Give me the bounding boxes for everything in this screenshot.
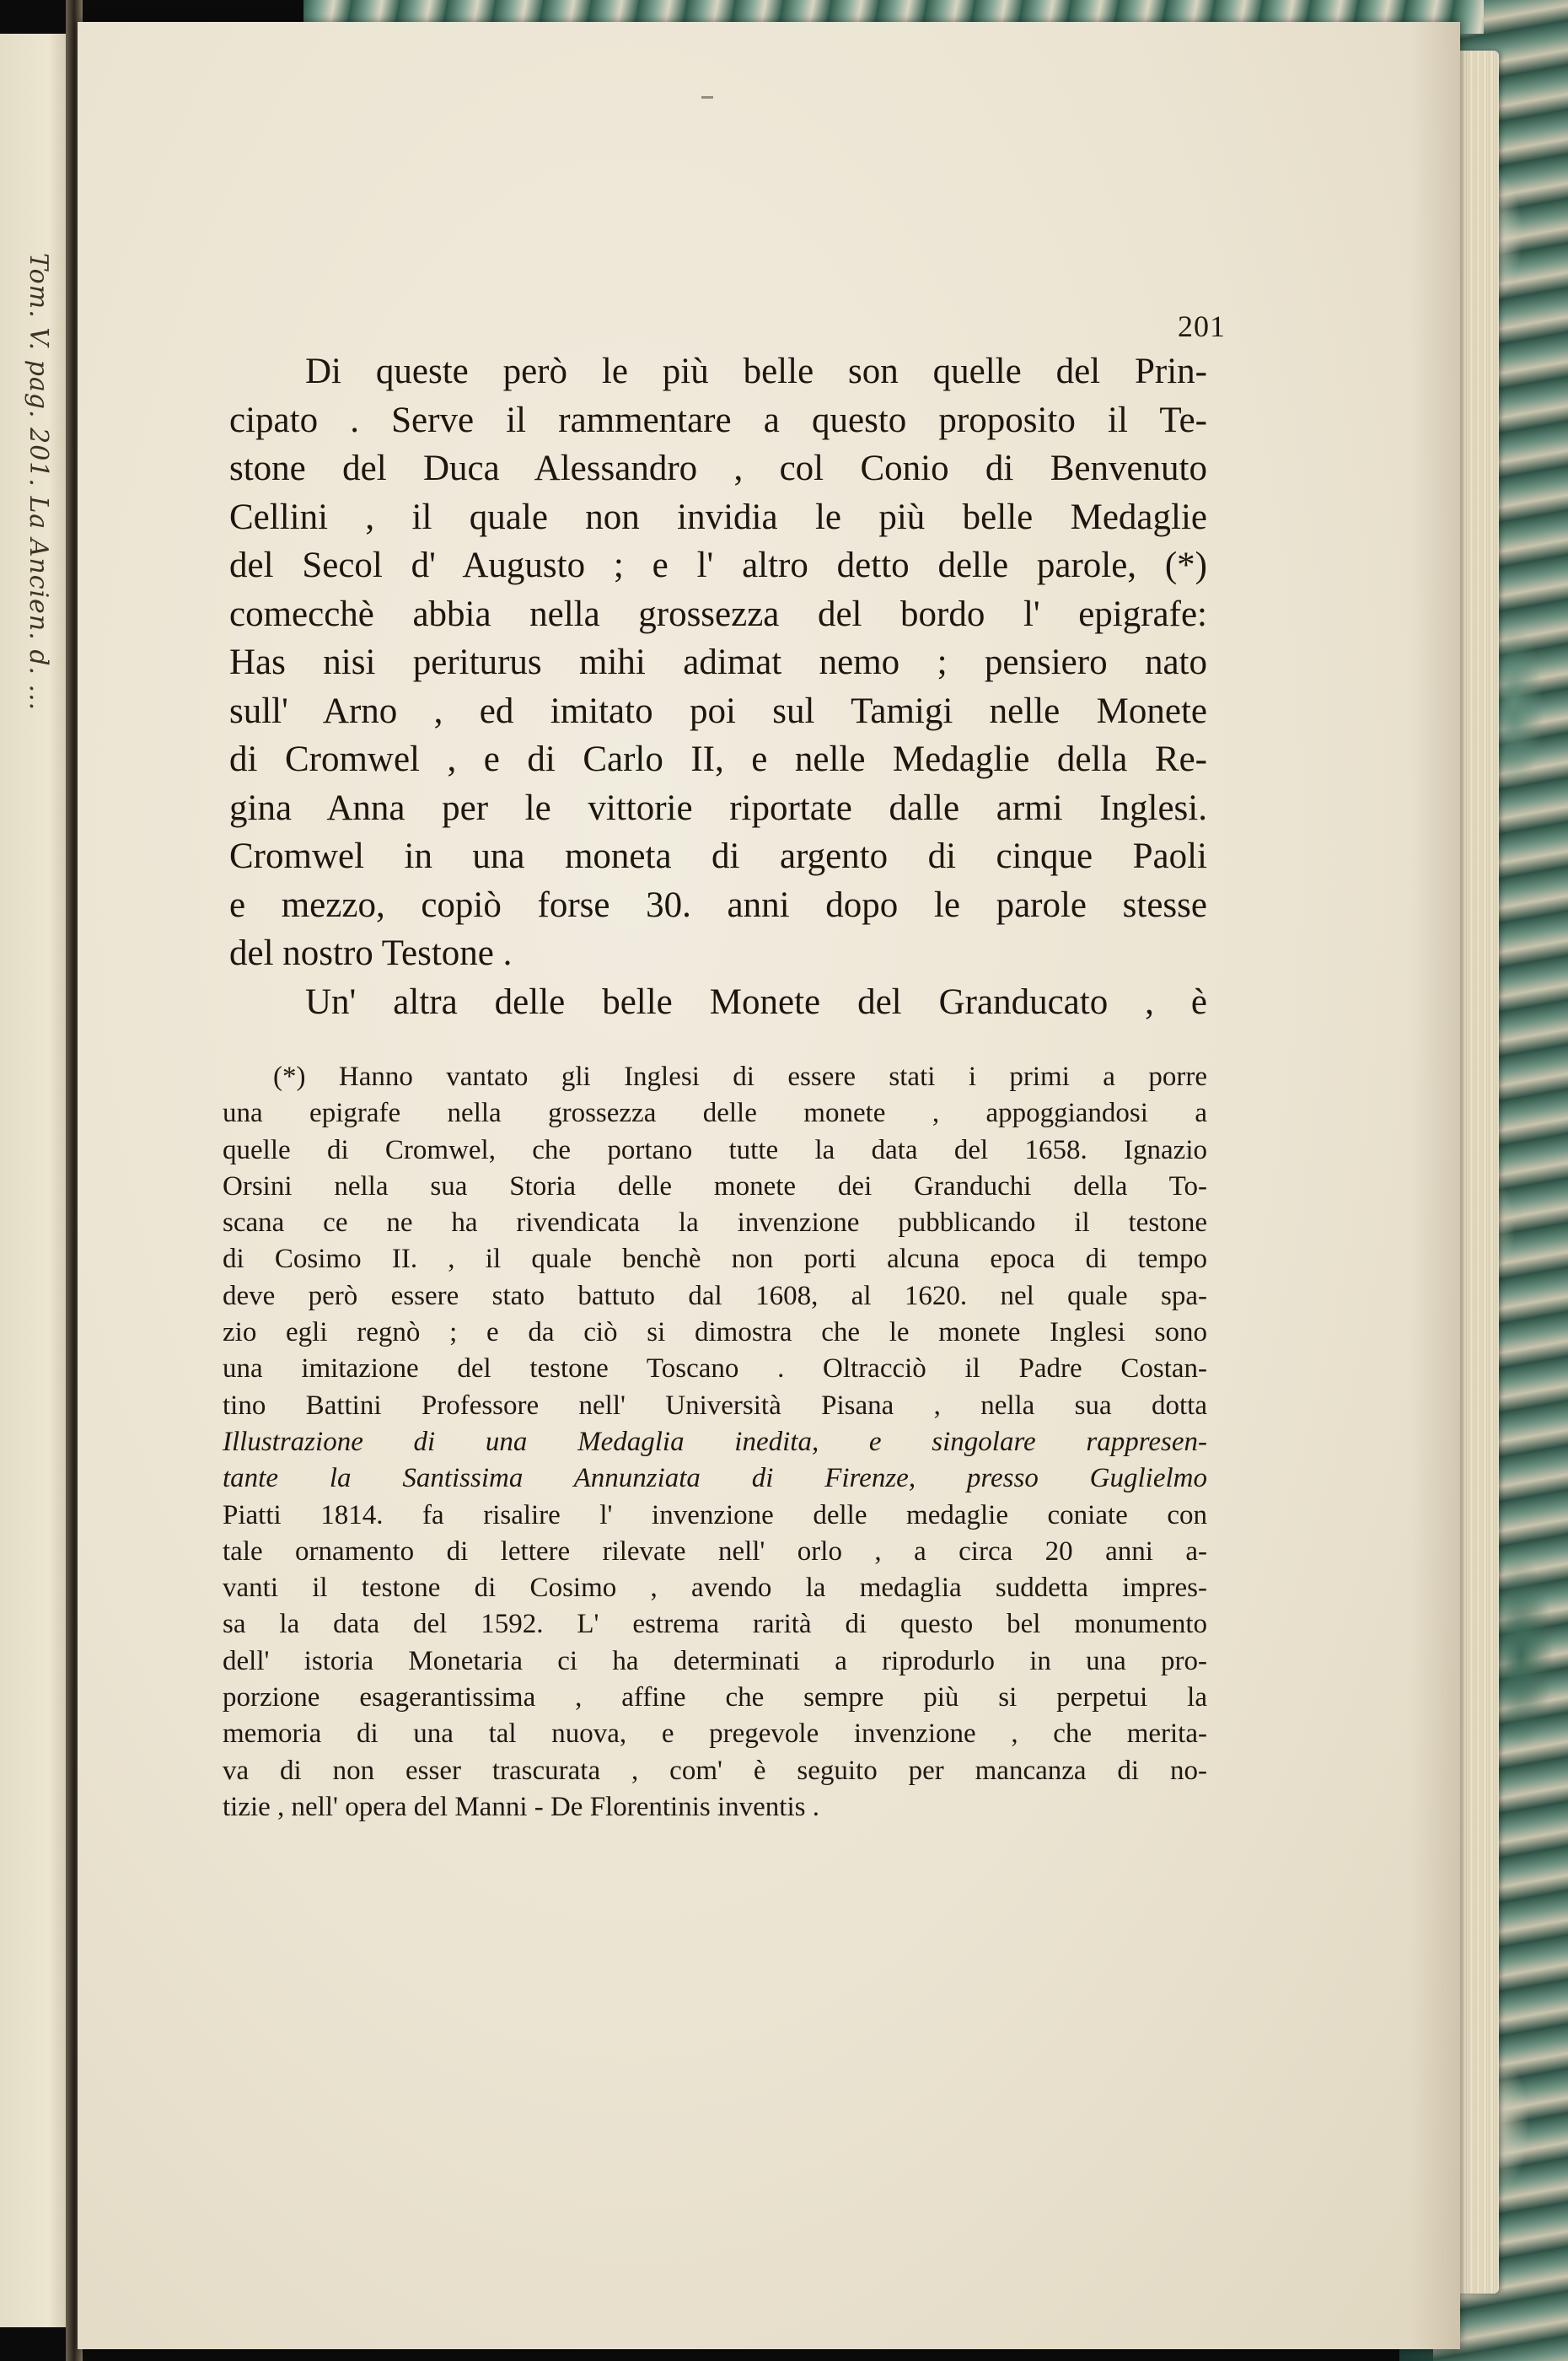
footnote-line: Orsini nella sua Storia delle monete dei Granduchi della To- (223, 1170, 1207, 1202)
margin-note: Tom. V. pag. 201. La Ancien. d. ... (24, 253, 53, 712)
book-page (78, 22, 1460, 2349)
footnote-line: tizie , nell' opera del Manni - De Florentinis inventis . (223, 1791, 819, 1822)
footnote-line: vanti il testone di Cosimo , avendo la medaglia suddetta impres- (223, 1573, 1207, 1604)
body-line: e mezzo, copiò forse 30. anni dopo le parole stesse (229, 885, 1207, 925)
body-line: Cromwel in una moneta di argento di cinque Paoli (229, 836, 1207, 876)
footnote-line: quelle di Cromwel, che portano tutte la data del 1658. Ignazio (223, 1134, 1207, 1165)
footnote-line: Piatti 1814. fa risalire l' invenzione delle medaglie coniate con (223, 1499, 1207, 1530)
body-line: del Secol d' Augusto ; e l' altro detto delle parole, (*) (229, 546, 1207, 585)
footnote-line: tante la Santissima Annunziata di Firenze, presso Guglielmo (223, 1463, 1207, 1494)
footnote-line: deve però essere stato battuto dal 1608, al 1620. nel quale spa- (223, 1280, 1207, 1311)
ink-mark (701, 96, 713, 99)
footnote-line: di Cosimo II. , il quale benchè non porti alcuna epoca di tempo (223, 1244, 1207, 1275)
previous-page-strip (0, 34, 69, 2327)
body-line: comecchè abbia nella grossezza del bordo l' epigrafe: (229, 594, 1207, 634)
body-line: Di queste però le più belle son quelle del Prin- (305, 352, 1207, 391)
body-line: del nostro Testone . (229, 933, 513, 973)
footnote-line: zio egli regnò ; e da ciò si dimostra che le monete Inglesi sono (223, 1317, 1207, 1348)
body-line: Un' altra delle belle Monete del Granducato , è (305, 982, 1207, 1022)
body-line: cipato . Serve il rammentare a questo proposito il Te- (229, 400, 1207, 440)
page-number: 201 (1178, 309, 1226, 343)
footnote-line: tale ornamento di lettere rilevate nell' orlo , a circa 20 anni a- (223, 1535, 1207, 1567)
footnote-line: porzione esagerantissima , affine che sempre più si perpetui la (223, 1682, 1207, 1713)
footnote-line: memoria di una tal nuova, e pregevole invenzione , che merita- (223, 1718, 1207, 1750)
footnote-line: dell' istoria Monetaria ci ha determinati a riprodurlo in una pro- (223, 1645, 1207, 1676)
body-line: stone del Duca Alessandro , col Conio di Benvenuto (229, 449, 1207, 488)
footnote-line: (*) Hanno vantato gli Inglesi di essere stati i primi a porre (273, 1062, 1207, 1092)
footnote-line: una epigrafe nella grossezza delle monete , appoggiandosi a (223, 1098, 1207, 1129)
footnote-line: sa la data del 1592. L' estrema rarità di questo bel monumento (223, 1609, 1207, 1640)
footnote-line: tino Battini Professore nell' Università Pisana , nella sua dotta (223, 1390, 1207, 1421)
footnote-line: scana ce ne ha rivendicata la invenzione pubblicando il testone (223, 1207, 1207, 1239)
footnote-line: Illustrazione di una Medaglia inedita, e singolare rappresen- (223, 1426, 1207, 1457)
body-text (229, 347, 1207, 1026)
body-line: Has nisi periturus mihi adimat nemo ; pensiero nato (229, 643, 1207, 682)
body-line: gina Anna per le vittorie riportate dalle armi Inglesi. (229, 788, 1207, 828)
footnote (223, 1059, 1207, 1826)
page-edge-shade (1410, 22, 1460, 2349)
body-line: di Cromwel , e di Carlo II, e nelle Medaglie della Re- (229, 739, 1207, 779)
body-line: sull' Arno , ed imitato poi sul Tamigi nelle Monete (229, 691, 1207, 731)
footnote-line: va di non esser trascurata , com' è seguito per mancanza di no- (223, 1755, 1207, 1786)
body-line: Cellini , il quale non invidia le più belle Medaglie (229, 497, 1207, 537)
footnote-line: una imitazione del testone Toscano . Oltracciò il Padre Costan- (223, 1353, 1207, 1385)
